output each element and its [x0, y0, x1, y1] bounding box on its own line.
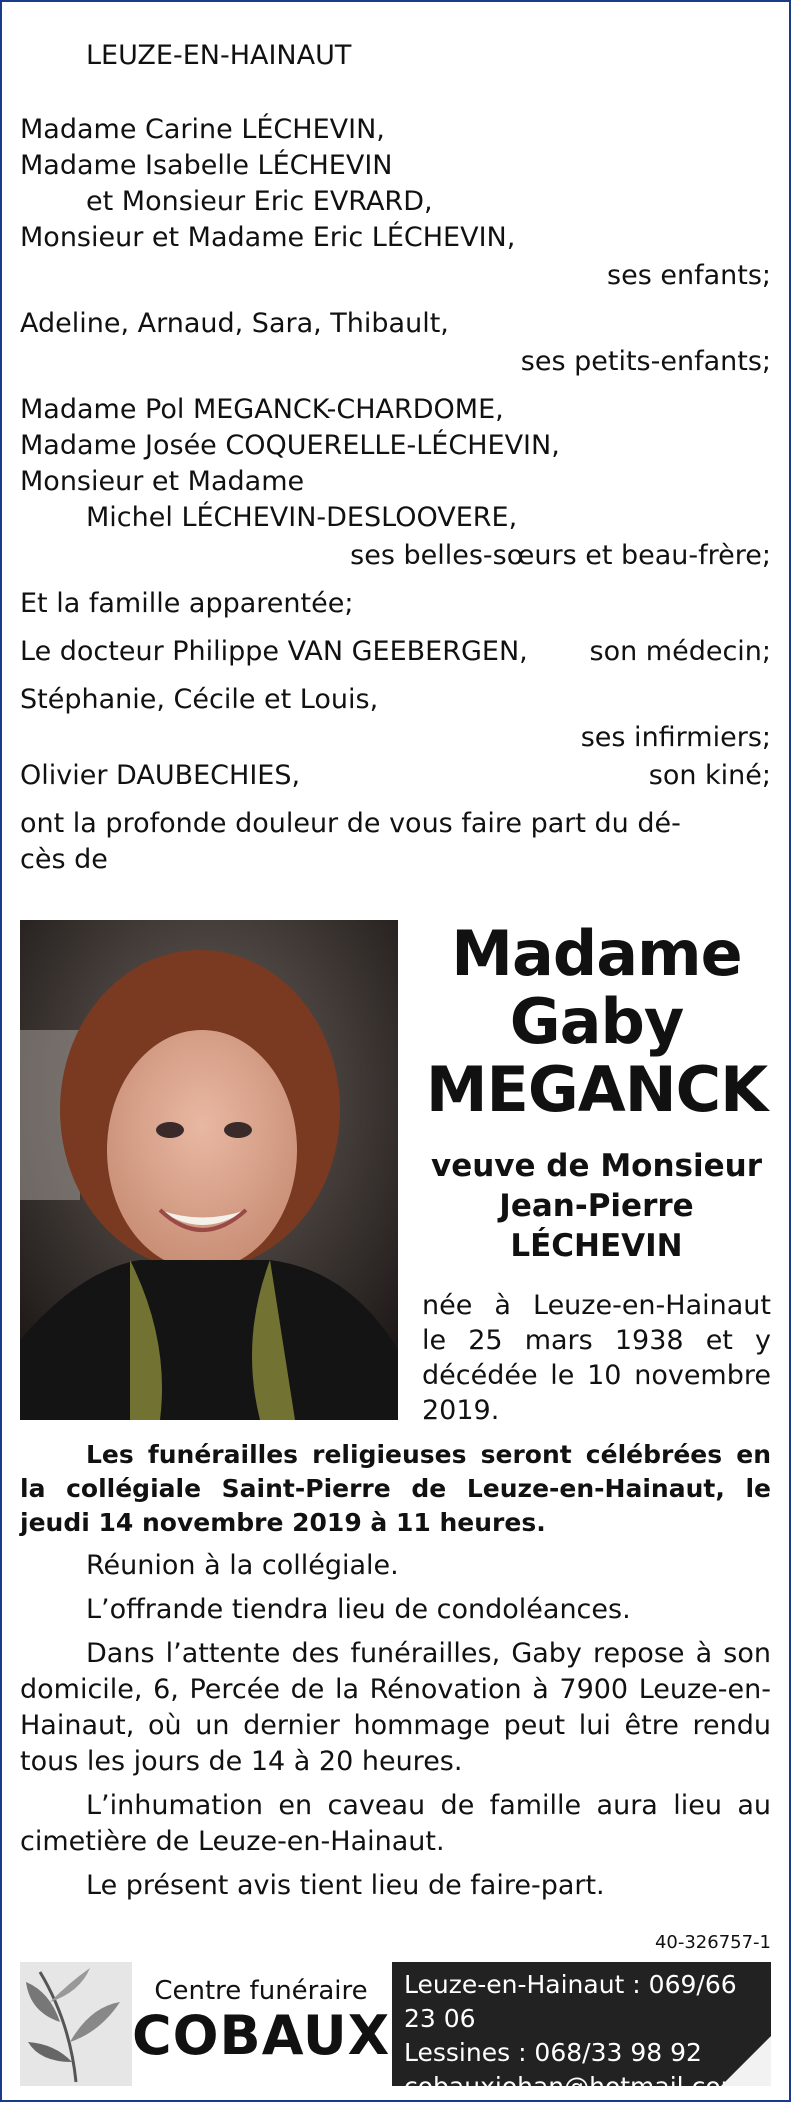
funeral-home-banner — [20, 1962, 771, 2101]
physio-role: son kiné; — [648, 760, 771, 791]
portrait-image — [20, 920, 398, 1420]
physio-line: Olivier DAUBECHIES, — [20, 760, 301, 791]
doctor-line: Le docteur Philippe VAN GEEBERGEN, — [20, 636, 528, 667]
leaf-logo-icon — [20, 1962, 132, 2086]
birth-death-text: née à Leuze-en-Hainaut le 25 mars 1938 et y décédée le 10 novembre 2019. — [422, 1290, 771, 1426]
child-line: Madame Isabelle LÉCHEVIN — [20, 150, 393, 181]
phone-lessines: Lessines : 068/33 98 92 — [404, 2038, 702, 2067]
deceased-title: Madame — [451, 917, 742, 990]
announce-line: ont la profonde douleur de vous faire part du dé- — [20, 808, 681, 839]
extended-family-line: Et la famille apparentée; — [20, 588, 354, 619]
location-heading: LEUZE-EN-HAINAUT — [86, 40, 352, 71]
inlaw-line: Michel LÉCHEVIN-DESLOOVERE, — [86, 502, 518, 533]
inlaw-line: Madame Josée COQUERELLE-LÉCHEVIN, — [20, 430, 560, 461]
family-list — [20, 112, 771, 882]
inlaw-line: Monsieur et Madame — [20, 466, 305, 497]
deceased-first-name: Gaby — [509, 985, 684, 1058]
page-curl-icon — [721, 2036, 771, 2086]
reunion-text: Réunion à la collégiale. — [86, 1550, 399, 1581]
email-address: cobauxjohan@hotmail.com — [404, 2072, 745, 2101]
children-role: ses enfants; — [607, 260, 771, 291]
child-line: et Monsieur Eric EVRARD, — [86, 186, 433, 217]
announce-line: cès de — [20, 844, 108, 875]
rest-text: Dans l’attente des funérailles, Gaby repose à son domicile, 6, Percée de la Rénovation à 7900 Leuze-en-Hainaut, où un dernier hommage peut lui être rendu tous les jours de 14 à 20 heures. — [20, 1638, 771, 1777]
funeral-details — [20, 1438, 771, 1912]
phone-leuze: Leuze-en-Hainaut : 069/66 23 06 — [404, 1970, 737, 2033]
widow-line: Jean-Pierre LÉCHEVIN — [499, 1188, 694, 1264]
notice-text: Le présent avis tient lieu de faire-part. — [86, 1870, 605, 1901]
header — [20, 38, 771, 78]
reference-number: 40-326757-1 — [654, 1932, 771, 1953]
funeral-home-contacts — [392, 1962, 771, 2101]
nurses-role: ses infirmiers; — [580, 722, 771, 753]
funeral-home-name — [132, 1962, 390, 2086]
child-line: Madame Carine LÉCHEVIN, — [20, 114, 385, 145]
funeral-home-brand: COBAUX — [132, 2004, 391, 2067]
widow-line: veuve de Monsieur — [430, 1148, 762, 1184]
doctor-role: son médecin; — [589, 636, 771, 667]
widow-of — [422, 1146, 771, 1266]
deceased-name-block — [422, 917, 771, 1266]
offering-text: L’offrande tiendra lieu de condoléances. — [86, 1594, 631, 1625]
burial-text: L’inhumation en caveau de famille aura lieu au cimetière de Leuze-en-Hainaut. — [20, 1790, 771, 1857]
grandchildren-role: ses petits-enfants; — [520, 346, 771, 377]
inlaws-role: ses belles-sœurs et beau-frère; — [350, 540, 771, 571]
inlaw-line: Madame Pol MEGANCK-CHARDOME, — [20, 394, 504, 425]
ceremony-text: Les funérailles religieuses seront célébrées en la collégiale Saint-Pierre de Leuze-en-Hainaut, le jeudi 14 novembre 2019 à 11 heures. — [20, 1440, 771, 1537]
deceased-last-name: MEGANCK — [425, 1053, 768, 1126]
portrait-photo — [20, 920, 398, 1420]
nurses-line: Stéphanie, Cécile et Louis, — [20, 684, 379, 715]
grandchildren-line: Adeline, Arnaud, Sara, Thibault, — [20, 308, 449, 339]
child-line: Monsieur et Madame Eric LÉCHEVIN, — [20, 222, 516, 253]
funeral-home-subtitle: Centre funéraire — [154, 1976, 368, 2006]
